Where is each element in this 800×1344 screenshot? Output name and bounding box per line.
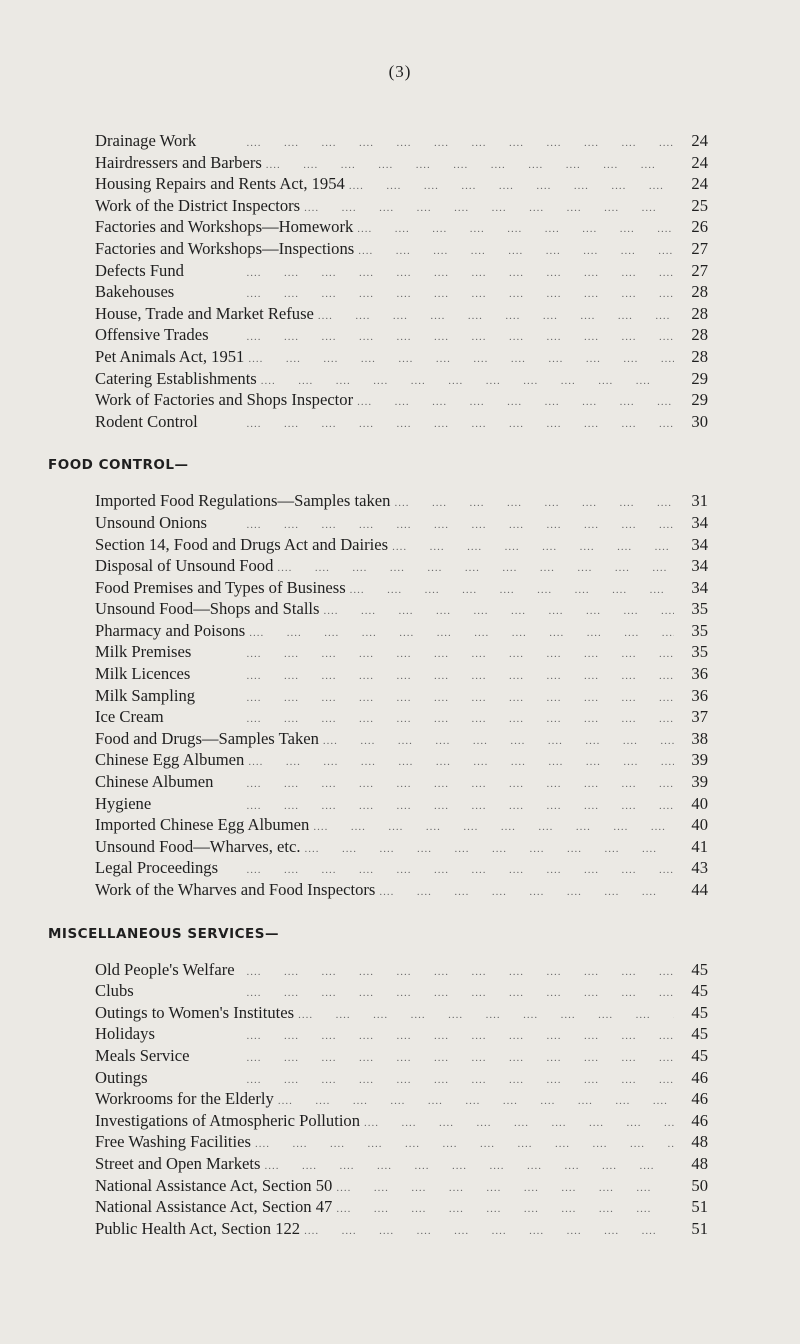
entry-title: Food and Drugs—Samples Taken — [95, 728, 319, 748]
section-heading: FOOD CONTROL— — [48, 457, 189, 474]
entry-title: Pet Animals Act, 1951 — [95, 346, 245, 366]
dot-leader — [324, 601, 674, 623]
entry-title: National Assistance Act, Section 47 — [95, 1197, 333, 1217]
entry-page-number: 34 — [691, 534, 708, 554]
entry-page-number: 46 — [691, 1067, 708, 1087]
entry-title: Imported Chinese Egg Albumen — [95, 815, 310, 835]
entry-page-number: 46 — [691, 1110, 708, 1130]
entry-title: Work of Factories and Shops Inspector — [95, 390, 354, 410]
dot-leader — [194, 666, 674, 688]
entry-page-number: 39 — [691, 772, 708, 792]
contents-entry — [95, 1088, 708, 1110]
entry-page-number: 28 — [691, 325, 708, 345]
contents-entry — [95, 959, 708, 981]
entry-title: Workrooms for the Elderly — [95, 1089, 274, 1109]
contents-entry — [95, 793, 708, 815]
entry-page-number: 41 — [691, 836, 708, 856]
dot-leader — [239, 962, 674, 984]
entry-page-number: 51 — [691, 1197, 708, 1217]
entry-title: Factories and Workshops—Inspections — [95, 238, 355, 258]
dot-leader — [357, 219, 674, 241]
entry-page-number: 35 — [691, 599, 708, 619]
entry-page-number: 27 — [691, 260, 708, 280]
entry-page-number: 31 — [691, 491, 708, 511]
dot-leader — [323, 731, 674, 753]
entry-title: Meals Service — [95, 1045, 190, 1065]
table-of-contents — [48, 130, 708, 1239]
dot-leader — [159, 1026, 674, 1048]
contents-entry — [95, 411, 708, 433]
contents-entry — [95, 281, 708, 303]
dot-leader — [349, 176, 674, 198]
contents-entry — [95, 512, 708, 534]
contents-entry — [95, 1002, 708, 1024]
dot-leader — [199, 688, 674, 710]
entry-page-number: 30 — [691, 411, 708, 431]
entry-title: Investigations of Atmospheric Pollution — [95, 1110, 361, 1130]
entry-title: Section 14, Food and Drugs Act and Dairies — [95, 534, 389, 554]
entry-title: Drainage Work — [95, 131, 197, 150]
dot-leader — [336, 1199, 674, 1221]
entry-page-number: 26 — [691, 217, 708, 237]
contents-entry — [95, 728, 708, 750]
entry-title: Outings — [95, 1067, 148, 1087]
dot-leader — [188, 263, 674, 285]
entry-title: Imported Food Regulations—Samples taken — [95, 491, 391, 511]
contents-entry — [95, 303, 708, 325]
section-heading: MISCELLANEOUS SERVICES— — [48, 925, 280, 942]
entry-page-number: 39 — [691, 750, 708, 770]
entry-title: Offensive Trades — [95, 325, 209, 345]
entry-page-number: 35 — [691, 620, 708, 640]
contents-entry — [95, 814, 708, 836]
dot-leader — [350, 580, 674, 602]
entry-title: Food Premises and Types of Business — [95, 577, 346, 597]
entry-title: Work of the District Inspectors — [95, 195, 301, 215]
dot-leader — [392, 537, 674, 559]
entry-page-number: 48 — [691, 1153, 708, 1173]
contents-entry — [95, 598, 708, 620]
entry-page-number: 28 — [691, 346, 708, 366]
entry-title: House, Trade and Market Refuse — [95, 303, 314, 323]
dot-leader — [200, 133, 674, 155]
entry-page-number: 37 — [691, 707, 708, 727]
entry-page-number: 48 — [691, 1132, 708, 1152]
contents-entry — [95, 836, 708, 858]
entry-title: Hairdressers and Barbers — [95, 152, 262, 172]
dot-leader — [298, 1005, 674, 1027]
contents-entry — [95, 1067, 708, 1089]
dot-leader — [304, 1221, 674, 1243]
dot-leader — [217, 774, 674, 796]
entry-page-number: 29 — [691, 390, 708, 410]
contents-entry — [95, 368, 708, 390]
contents-entry — [95, 1023, 708, 1045]
entry-title: Legal Proceedings — [95, 858, 219, 878]
contents-entry — [95, 620, 708, 642]
entry-page-number: 45 — [691, 959, 708, 979]
entry-title: Pharmacy and Poisons — [95, 620, 246, 640]
contents-entry — [95, 216, 708, 238]
entry-title: Factories and Workshops—Homework — [95, 217, 354, 237]
entry-page-number: 36 — [691, 685, 708, 705]
contents-entry — [95, 152, 708, 174]
contents-entry — [95, 238, 708, 260]
entry-page-number: 29 — [691, 368, 708, 388]
contents-entry — [95, 749, 708, 771]
page-number: (3) — [388, 62, 412, 81]
contents-entry — [95, 685, 708, 707]
entry-title: Rodent Control — [95, 411, 198, 431]
contents-entry — [95, 555, 708, 577]
contents-entry — [95, 389, 708, 411]
entry-page-number: 40 — [691, 815, 708, 835]
dot-leader — [364, 1113, 674, 1135]
entry-title: Bakehouses — [95, 282, 175, 302]
dot-leader — [195, 644, 674, 666]
contents-entry — [95, 324, 708, 346]
dot-leader — [249, 623, 674, 645]
entry-page-number: 28 — [691, 303, 708, 323]
entry-title: Milk Premises — [95, 642, 192, 662]
entry-page-number: 36 — [691, 664, 708, 684]
contents-entry — [95, 1110, 708, 1132]
entry-title: Old People's Welfare — [95, 959, 235, 979]
entry-page-number: 45 — [691, 1002, 708, 1022]
dot-leader — [336, 1178, 674, 1200]
contents-entry — [95, 195, 708, 217]
entry-title: Milk Sampling — [95, 685, 196, 705]
entry-page-number: 34 — [691, 577, 708, 597]
entry-page-number: 24 — [691, 152, 708, 172]
dot-leader — [394, 493, 674, 515]
dot-leader — [213, 327, 674, 349]
dot-leader — [255, 1134, 674, 1156]
entry-page-number: 40 — [691, 793, 708, 813]
dot-leader — [202, 414, 674, 436]
entry-title: Street and Open Markets — [95, 1153, 261, 1173]
entry-page-number: 50 — [691, 1175, 708, 1195]
dot-leader — [248, 752, 674, 774]
entry-title: Holidays — [95, 1024, 155, 1044]
dot-leader — [313, 817, 674, 839]
entry-title: Free Washing Facilities — [95, 1132, 251, 1152]
contents-entry — [95, 1131, 708, 1153]
entry-title: Catering Establishments — [95, 368, 257, 388]
contents-entry — [95, 260, 708, 282]
entry-title: Public Health Act, Section 122 — [95, 1218, 301, 1238]
entry-title: National Assistance Act, Section 50 — [95, 1175, 333, 1195]
contents-entry — [95, 173, 708, 195]
contents-entry — [95, 534, 708, 556]
contents-entry — [95, 980, 708, 1002]
entry-page-number: 38 — [691, 728, 708, 748]
entry-title: Unsound Food—Shops and Stalls — [95, 599, 320, 619]
entry-page-number: 45 — [691, 1045, 708, 1065]
dot-leader — [193, 1048, 674, 1070]
entry-page-number: 35 — [691, 642, 708, 662]
entry-title: Housing Repairs and Rents Act, 1954 — [95, 174, 345, 194]
dot-leader — [357, 392, 674, 414]
contents-entry — [95, 857, 708, 879]
contents-entry — [95, 346, 708, 368]
contents-entry — [95, 1175, 708, 1197]
contents-entry — [95, 1045, 708, 1067]
contents-entry — [95, 706, 708, 728]
entry-title: Chinese Albumen — [95, 772, 214, 792]
contents-entry — [95, 771, 708, 793]
dot-leader — [318, 306, 674, 328]
entry-page-number: 25 — [691, 195, 708, 215]
entry-page-number: 27 — [691, 238, 708, 258]
entry-page-number: 34 — [691, 556, 708, 576]
entry-title: Unsound Food—Wharves, etc. — [95, 836, 301, 856]
entry-title: Hygiene — [95, 793, 152, 813]
entry-page-number: 51 — [691, 1218, 708, 1238]
entry-page-number: 44 — [691, 880, 708, 899]
contents-entry — [95, 577, 708, 599]
entry-title: Chinese Egg Albumen — [95, 750, 245, 770]
contents-entry — [95, 663, 708, 685]
entry-page-number: 24 — [691, 131, 708, 150]
contents-entry — [95, 130, 708, 152]
contents-entry — [95, 1153, 708, 1175]
entry-page-number: 45 — [691, 1024, 708, 1044]
entry-title: Clubs — [95, 981, 134, 1001]
contents-entry — [95, 490, 708, 512]
dot-leader — [379, 882, 674, 904]
dot-leader — [304, 198, 674, 220]
dot-leader — [248, 349, 674, 371]
contents-entry — [95, 641, 708, 663]
entry-page-number: 28 — [691, 282, 708, 302]
entry-page-number: 45 — [691, 981, 708, 1001]
entry-page-number: 24 — [691, 174, 708, 194]
contents-entry — [95, 879, 708, 901]
entry-title: Disposal of Unsound Food — [95, 556, 274, 576]
entry-title: Outings to Women's Institutes — [95, 1002, 295, 1022]
entry-title: Milk Licences — [95, 664, 191, 684]
contents-entry — [95, 1196, 708, 1218]
entry-title: Work of the Wharves and Food Inspectors — [95, 880, 376, 899]
entry-page-number: 46 — [691, 1089, 708, 1109]
entry-title: Defects Fund — [95, 260, 184, 280]
contents-entry — [95, 1218, 708, 1240]
dot-leader — [305, 839, 674, 861]
entry-page-number: 43 — [691, 858, 708, 878]
dot-leader — [358, 241, 674, 263]
entry-title: Ice Cream — [95, 707, 164, 727]
entry-page-number: 34 — [691, 512, 708, 532]
entry-title: Unsound Onions — [95, 512, 208, 532]
